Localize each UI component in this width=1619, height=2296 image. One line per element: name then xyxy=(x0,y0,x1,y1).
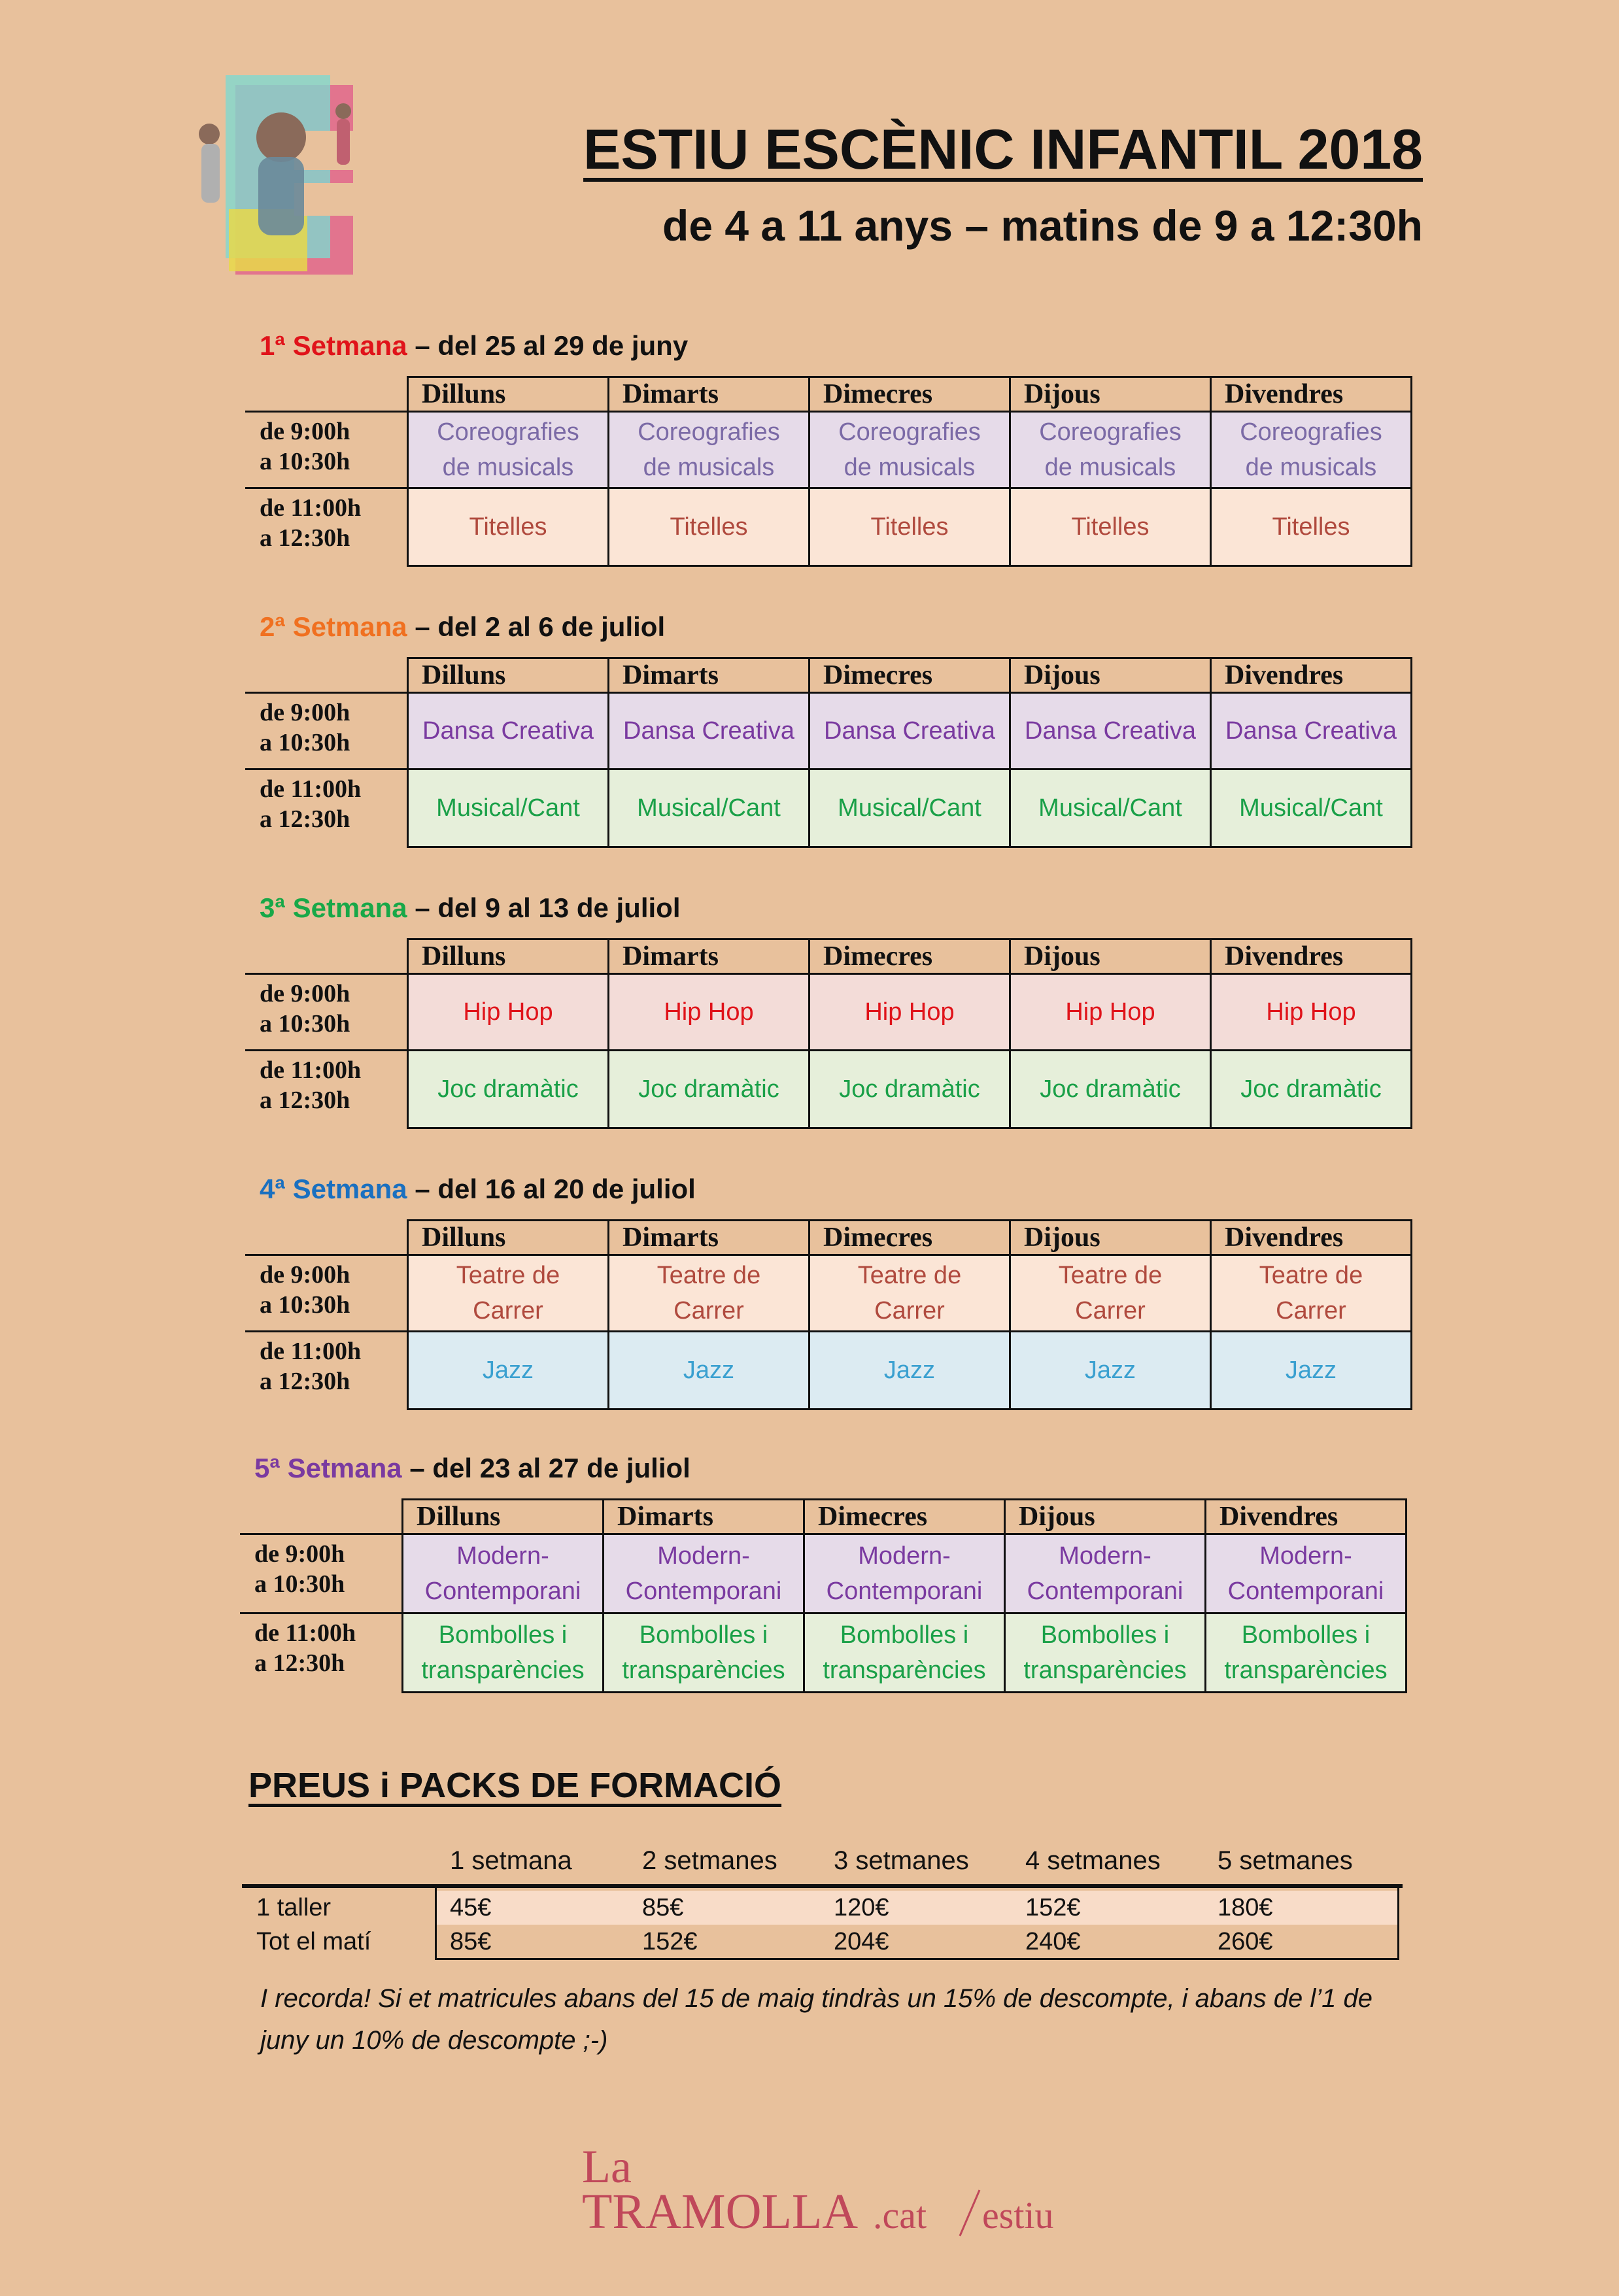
activity-text: Musical/Cant xyxy=(1239,794,1383,822)
activity-cell xyxy=(407,1049,609,1129)
time-slot-label xyxy=(245,487,409,567)
page-subtitle: de 4 a 11 anys – matins de 9 a 12:30h xyxy=(662,201,1423,250)
activity-cell xyxy=(808,1254,1011,1332)
day-header: Dimecres xyxy=(808,938,1011,975)
activity-row xyxy=(401,1614,1407,1693)
activity-cell xyxy=(607,487,810,567)
activity-text: Hip Hop xyxy=(864,998,955,1026)
activity-text: Bombolles i xyxy=(639,1621,768,1649)
activity-text: Jazz xyxy=(482,1357,534,1384)
day-header: Dimarts xyxy=(607,938,810,975)
week-dates: – del 2 al 6 de juliol xyxy=(415,611,666,642)
activity-cell xyxy=(808,973,1011,1051)
activity-text: Joc dramàtic xyxy=(437,1075,579,1103)
discount-note: I recorda! Si et matricules abans del 15 de maig tindràs un 15% de descompte, i abans de l’1 de juny un 10% de descompte ;-) xyxy=(260,1984,1372,2055)
prices-col-header: 1 setmana xyxy=(450,1846,572,1875)
activity-cell xyxy=(602,1612,805,1693)
price-value: 180€ xyxy=(1218,1894,1273,1921)
activity-text: transparències xyxy=(823,1657,986,1684)
day-header: Dimarts xyxy=(607,376,810,413)
time-slot-end: a 12:30h xyxy=(260,1087,350,1114)
time-slot-label xyxy=(240,1612,403,1693)
activity-text: Titelles xyxy=(1071,513,1150,541)
activity-text: Jazz xyxy=(683,1357,735,1384)
activity-text: Hip Hop xyxy=(1065,998,1155,1026)
activity-text: de musicals xyxy=(1044,454,1176,481)
activity-text: Modern- xyxy=(1259,1542,1352,1570)
activity-cell xyxy=(1009,973,1212,1051)
activity-text: Contemporani xyxy=(826,1578,983,1605)
activity-text: Teatre de xyxy=(857,1262,962,1289)
activity-cell xyxy=(401,1533,604,1614)
activity-text: Coreografies xyxy=(437,418,579,446)
activity-cell xyxy=(1210,487,1412,567)
day-header: Dilluns xyxy=(407,1219,609,1256)
activity-text: Titelles xyxy=(870,513,949,541)
day-header: Divendres xyxy=(1204,1498,1407,1535)
activity-text: Jazz xyxy=(1285,1357,1337,1384)
activity-row xyxy=(407,1051,1412,1129)
week-heading xyxy=(260,1173,696,1205)
activity-cell xyxy=(1204,1533,1407,1614)
activity-text: Dansa Creativa xyxy=(422,717,594,745)
activity-cell xyxy=(1210,1254,1412,1332)
time-slot-start: de 11:00h xyxy=(254,1619,356,1647)
activity-text: Coreografies xyxy=(1240,418,1382,446)
week-label: 2ª Setmana xyxy=(260,611,407,642)
week-heading xyxy=(254,1453,690,1484)
activity-text: Joc dramàtic xyxy=(839,1075,980,1103)
footer-path: estiu xyxy=(982,2194,1054,2237)
activity-text: Carrer xyxy=(1276,1297,1346,1325)
activity-text: transparències xyxy=(622,1657,785,1684)
activity-cell xyxy=(607,692,810,770)
day-header: Divendres xyxy=(1210,376,1412,413)
time-slot-end: a 12:30h xyxy=(260,524,350,552)
time-slot-end: a 10:30h xyxy=(260,1010,350,1038)
footer-brand-top: La xyxy=(582,2144,632,2193)
day-header: Dimarts xyxy=(607,657,810,694)
price-value: 240€ xyxy=(1025,1928,1081,1955)
price-value: 152€ xyxy=(642,1928,698,1955)
footer-brand-bottom: TRAMOLLA xyxy=(582,2184,859,2239)
prices-row-label: Tot el matí xyxy=(256,1928,371,1955)
activity-cell xyxy=(1009,1254,1212,1332)
time-slot-label xyxy=(245,411,409,489)
activity-text: transparències xyxy=(1023,1657,1187,1684)
activity-cell xyxy=(808,487,1011,567)
week-heading xyxy=(260,611,665,643)
activity-cell xyxy=(1004,1533,1206,1614)
time-slot-label xyxy=(245,1254,409,1332)
day-header-row xyxy=(407,938,1412,976)
activity-cell xyxy=(1009,411,1212,489)
day-header: Divendres xyxy=(1210,1219,1412,1256)
prices-row-label: 1 taller xyxy=(256,1894,332,1921)
activity-text: Carrer xyxy=(1075,1297,1146,1325)
activity-cell xyxy=(407,1254,609,1332)
price-value: 260€ xyxy=(1218,1928,1273,1955)
week-dates: – del 9 al 13 de juliol xyxy=(415,892,681,923)
activity-text: Musical/Cant xyxy=(436,794,580,822)
activity-cell xyxy=(808,1330,1011,1410)
activity-cell xyxy=(1009,1330,1212,1410)
day-header: Dimarts xyxy=(607,1219,810,1256)
activity-cell xyxy=(407,692,609,770)
logo-artwork xyxy=(190,72,379,281)
activity-row xyxy=(407,1256,1412,1332)
activity-text: Joc dramàtic xyxy=(1040,1075,1181,1103)
activity-text: Modern- xyxy=(1059,1542,1151,1570)
activity-text: Dansa Creativa xyxy=(1225,717,1397,745)
day-header: Dijous xyxy=(1009,938,1212,975)
week-dates: – del 25 al 29 de juny xyxy=(415,330,689,361)
activity-cell xyxy=(407,1330,609,1410)
activity-text: Joc dramàtic xyxy=(1240,1075,1382,1103)
activity-cell xyxy=(1210,411,1412,489)
activity-cell xyxy=(1204,1612,1407,1693)
prices-col-header: 5 setmanes xyxy=(1218,1846,1353,1875)
activity-cell xyxy=(1009,487,1212,567)
activity-text: transparències xyxy=(1224,1657,1388,1684)
activity-text: Hip Hop xyxy=(664,998,754,1026)
activity-cell xyxy=(808,411,1011,489)
activity-row xyxy=(407,1332,1412,1410)
prices-col-header: 4 setmanes xyxy=(1025,1846,1161,1875)
activity-cell xyxy=(808,768,1011,848)
activity-text: Bombolles i xyxy=(840,1621,969,1649)
time-slot-start: de 9:00h xyxy=(260,699,350,726)
activity-text: transparències xyxy=(421,1657,585,1684)
activity-cell xyxy=(1210,768,1412,848)
activity-text: Contemporani xyxy=(1227,1578,1384,1605)
activity-text: Teatre de xyxy=(1259,1262,1363,1289)
activity-text: Titelles xyxy=(670,513,748,541)
activity-cell xyxy=(1009,692,1212,770)
day-header: Dimarts xyxy=(602,1498,805,1535)
day-header-row xyxy=(401,1498,1407,1536)
activity-cell xyxy=(401,1612,604,1693)
activity-cell xyxy=(1210,973,1412,1051)
time-slot-end: a 10:30h xyxy=(254,1570,345,1598)
activity-text: de musicals xyxy=(442,454,574,481)
time-slot-end: a 12:30h xyxy=(260,1368,350,1395)
time-slot-label xyxy=(245,973,409,1051)
day-header: Dijous xyxy=(1009,657,1212,694)
day-header-row xyxy=(407,1219,1412,1257)
activity-text: de musicals xyxy=(844,454,976,481)
week-label: 1ª Setmana xyxy=(260,330,407,361)
day-header: Dijous xyxy=(1004,1498,1206,1535)
day-header: Dimecres xyxy=(808,1219,1011,1256)
day-header: Divendres xyxy=(1210,938,1412,975)
activity-row xyxy=(407,770,1412,848)
activity-cell xyxy=(607,1049,810,1129)
time-slot-label xyxy=(245,692,409,770)
time-slot-start: de 9:00h xyxy=(254,1540,345,1568)
activity-cell xyxy=(1210,1330,1412,1410)
day-header-row xyxy=(407,657,1412,695)
time-slot-start: de 11:00h xyxy=(260,1338,362,1365)
price-value: 204€ xyxy=(834,1928,889,1955)
price-value: 85€ xyxy=(642,1894,684,1921)
activity-cell xyxy=(803,1533,1006,1614)
time-slot-start: de 11:00h xyxy=(260,775,362,803)
activity-cell xyxy=(407,973,609,1051)
activity-text: Teatre de xyxy=(656,1262,761,1289)
activity-cell xyxy=(1009,768,1212,848)
activity-cell xyxy=(602,1533,805,1614)
footer-logo xyxy=(582,2144,1079,2242)
day-header: Dilluns xyxy=(407,938,609,975)
activity-cell xyxy=(1210,692,1412,770)
activity-text: Teatre de xyxy=(1058,1262,1163,1289)
activity-text: Dansa Creativa xyxy=(1025,717,1196,745)
week-label: 5ª Setmana xyxy=(254,1453,402,1483)
activity-cell xyxy=(607,1254,810,1332)
day-header: Dimecres xyxy=(803,1498,1006,1535)
page-header xyxy=(583,118,1423,250)
price-value: 45€ xyxy=(450,1894,492,1921)
week-heading xyxy=(260,892,681,924)
activity-cell xyxy=(1210,1049,1412,1129)
page-title: ESTIU ESCÈNIC INFANTIL 2018 xyxy=(583,118,1423,181)
time-slot-start: de 9:00h xyxy=(260,1261,350,1289)
prices-col-header: 2 setmanes xyxy=(642,1846,777,1875)
day-header: Dilluns xyxy=(407,376,609,413)
time-slot-end: a 10:30h xyxy=(260,1291,350,1319)
activity-row xyxy=(401,1535,1407,1614)
prices-title: PREUS i PACKS DE FORMACIÓ xyxy=(248,1766,782,1805)
activity-text: Jazz xyxy=(883,1357,936,1384)
time-slot-end: a 10:30h xyxy=(260,448,350,475)
activity-text: Modern- xyxy=(858,1542,951,1570)
activity-text: Contemporani xyxy=(1027,1578,1184,1605)
time-slot-end: a 10:30h xyxy=(260,729,350,756)
time-slot-end: a 12:30h xyxy=(260,805,350,833)
activity-row xyxy=(407,694,1412,770)
time-slot-label xyxy=(240,1533,403,1614)
activity-cell xyxy=(407,411,609,489)
activity-cell xyxy=(407,487,609,567)
week-heading xyxy=(260,330,688,362)
activity-text: de musicals xyxy=(643,454,775,481)
week-dates: – del 16 al 20 de juliol xyxy=(415,1173,696,1204)
time-slot-label xyxy=(245,1049,409,1129)
activity-cell xyxy=(1009,1049,1212,1129)
activity-text: Titelles xyxy=(469,513,547,541)
activity-text: Hip Hop xyxy=(463,998,553,1026)
activity-row xyxy=(407,975,1412,1051)
activity-cell xyxy=(803,1612,1006,1693)
activity-text: Titelles xyxy=(1272,513,1350,541)
day-header: Dijous xyxy=(1009,376,1212,413)
activity-text: Musical/Cant xyxy=(838,794,981,822)
activity-row xyxy=(407,413,1412,489)
time-slot-start: de 11:00h xyxy=(260,1056,362,1084)
day-header: Dilluns xyxy=(401,1498,604,1535)
activity-cell xyxy=(607,1330,810,1410)
activity-text: Dansa Creativa xyxy=(824,717,995,745)
activity-text: Teatre de xyxy=(456,1262,560,1289)
time-slot-start: de 9:00h xyxy=(260,418,350,445)
activity-text: Musical/Cant xyxy=(637,794,781,822)
activity-cell xyxy=(808,1049,1011,1129)
price-value: 152€ xyxy=(1025,1894,1081,1921)
activity-text: Joc dramàtic xyxy=(638,1075,779,1103)
activity-text: Carrer xyxy=(874,1297,945,1325)
activity-cell xyxy=(607,973,810,1051)
week-label: 3ª Setmana xyxy=(260,892,407,923)
activity-row xyxy=(407,489,1412,567)
activity-text: Coreografies xyxy=(1039,418,1182,446)
activity-text: de musicals xyxy=(1245,454,1377,481)
activity-text: Contemporani xyxy=(424,1578,581,1605)
time-slot-end: a 12:30h xyxy=(254,1649,345,1677)
activity-cell xyxy=(1004,1612,1206,1693)
time-slot-start: de 11:00h xyxy=(260,494,362,522)
activity-text: Hip Hop xyxy=(1266,998,1356,1026)
day-header: Dimecres xyxy=(808,376,1011,413)
activity-text: Carrer xyxy=(473,1297,543,1325)
day-header: Divendres xyxy=(1210,657,1412,694)
day-header: Dimecres xyxy=(808,657,1011,694)
activity-text: Modern- xyxy=(456,1542,549,1570)
activity-cell xyxy=(607,411,810,489)
activity-cell xyxy=(808,692,1011,770)
activity-cell xyxy=(607,768,810,848)
time-slot-start: de 9:00h xyxy=(260,980,350,1007)
activity-text: Carrer xyxy=(673,1297,744,1325)
day-header: Dilluns xyxy=(407,657,609,694)
activity-text: Coreografies xyxy=(838,418,981,446)
activity-text: Modern- xyxy=(657,1542,750,1570)
week-label: 4ª Setmana xyxy=(260,1173,407,1204)
activity-cell xyxy=(407,768,609,848)
time-slot-label xyxy=(245,768,409,848)
activity-text: Dansa Creativa xyxy=(623,717,794,745)
week-dates: – del 23 al 27 de juliol xyxy=(409,1453,690,1483)
activity-text: Bombolles i xyxy=(438,1621,568,1649)
activity-text: Contemporani xyxy=(625,1578,782,1605)
day-header-row xyxy=(407,376,1412,414)
activity-text: Jazz xyxy=(1084,1357,1136,1384)
footer-domain: .cat xyxy=(873,2194,927,2237)
price-value: 85€ xyxy=(450,1928,492,1955)
activity-text: Bombolles i xyxy=(1241,1621,1371,1649)
prices-col-header: 3 setmanes xyxy=(834,1846,969,1875)
prices-box xyxy=(435,1888,1399,1960)
price-value: 120€ xyxy=(834,1894,889,1921)
day-header: Dijous xyxy=(1009,1219,1212,1256)
activity-text: Musical/Cant xyxy=(1038,794,1182,822)
time-slot-label xyxy=(245,1330,409,1410)
activity-text: Coreografies xyxy=(638,418,780,446)
activity-text: Bombolles i xyxy=(1040,1621,1170,1649)
